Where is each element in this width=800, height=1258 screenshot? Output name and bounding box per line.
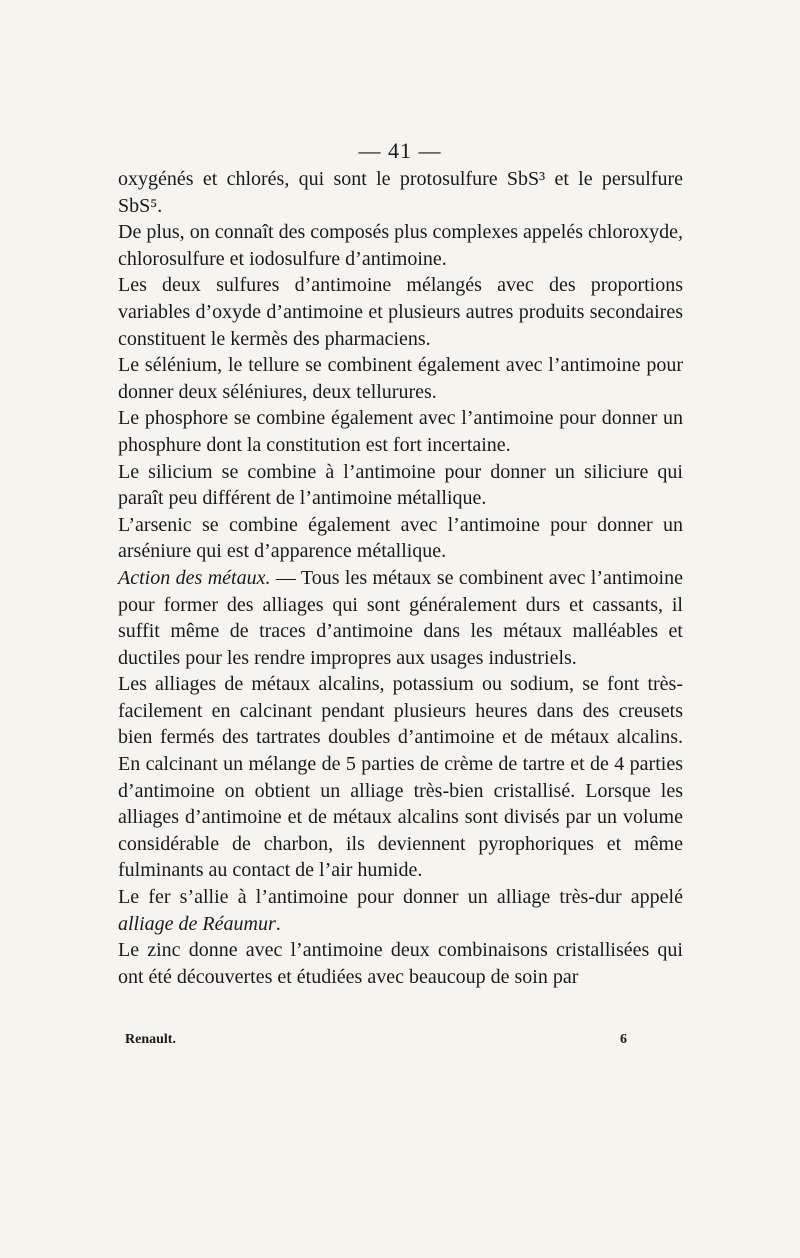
body-text bbox=[118, 166, 683, 990]
paragraph-7: L’arsenic se combine également avec l’antimoine pour donner un arséniure qui est d’apparence métallique. bbox=[118, 513, 683, 563]
paragraph-4: Le sélénium, le tellure se combinent également avec l’antimoine pour donner deux séléniures, deux tellurures. bbox=[118, 354, 683, 403]
paragraph-10-text: Le fer s’allie à l’antimoine pour donner un alliage très-dur appelé bbox=[118, 886, 683, 909]
paragraph-6: Le silicium se combine à l’antimoine pour donner un siliciure qui paraît peu différent de l’antimoine métallique. bbox=[118, 460, 683, 510]
footer-author: Renault. bbox=[125, 1032, 176, 1047]
paragraph-8 bbox=[118, 565, 683, 671]
paragraph-10-end: . bbox=[275, 912, 281, 935]
paragraph-8-text: — Tous les métaux se combinent avec l’antimoine pour former des alliages qui sont généralement durs et cassants, il suffit même de traces d’antimoine dans les métaux malléables et ductiles pour les rendre impropres aux usages industriels. bbox=[118, 566, 683, 669]
paragraph-9: Les alliages de métaux alcalins, potassium ou sodium, se font très-facilement en calcinant pendant plusieurs heures dans des creusets bien fermés des tartrates doubles d’antimoine et de métaux alcalins. En calcinant un mélange de 5 parties de crème de tartre et de 4 parties d’antimoine on obtient un alliage très-bien cristallisé. Lorsque les alliages d’antimoine et de métaux alcalins sont divisés par un volume considérable de charbon, ils deviennent pyrophoriques et même fulminants au contact de l’air humide. bbox=[118, 673, 683, 882]
footer-signature: 6 bbox=[620, 1032, 627, 1047]
paragraph-10 bbox=[118, 884, 683, 937]
alloy-name: alliage de Réaumur bbox=[118, 912, 276, 935]
paragraph-5: Le phosphore se combine également avec l’antimoine pour donner un phosphure dont la constitution est fort incertaine. bbox=[118, 407, 683, 456]
section-lead-title: Action des métaux. bbox=[118, 566, 271, 589]
paragraph-2 bbox=[118, 219, 683, 272]
paragraph-2-text: De plus, on connaît des composés plus complexes appelés chloroxyde, chlorosulfure et iodosulfure d’antimoine. bbox=[118, 221, 683, 270]
paragraph-1: oxygénés et chlorés, qui sont le protosulfure SbS³ et le persulfure SbS⁵. bbox=[118, 168, 683, 217]
paragraph-11: Le zinc donne avec l’antimoine deux combinaisons cristallisées qui ont été découvertes et étudiées avec beaucoup de soin par bbox=[118, 939, 683, 988]
page-number: — 41 — bbox=[358, 138, 442, 163]
paragraph-3: Les deux sulfures d’antimoine mélangés avec des proportions variables d’oxyde d’antimoine et plusieurs autres produits secondaires constituent le kermès des pharmaciens. bbox=[118, 274, 683, 350]
